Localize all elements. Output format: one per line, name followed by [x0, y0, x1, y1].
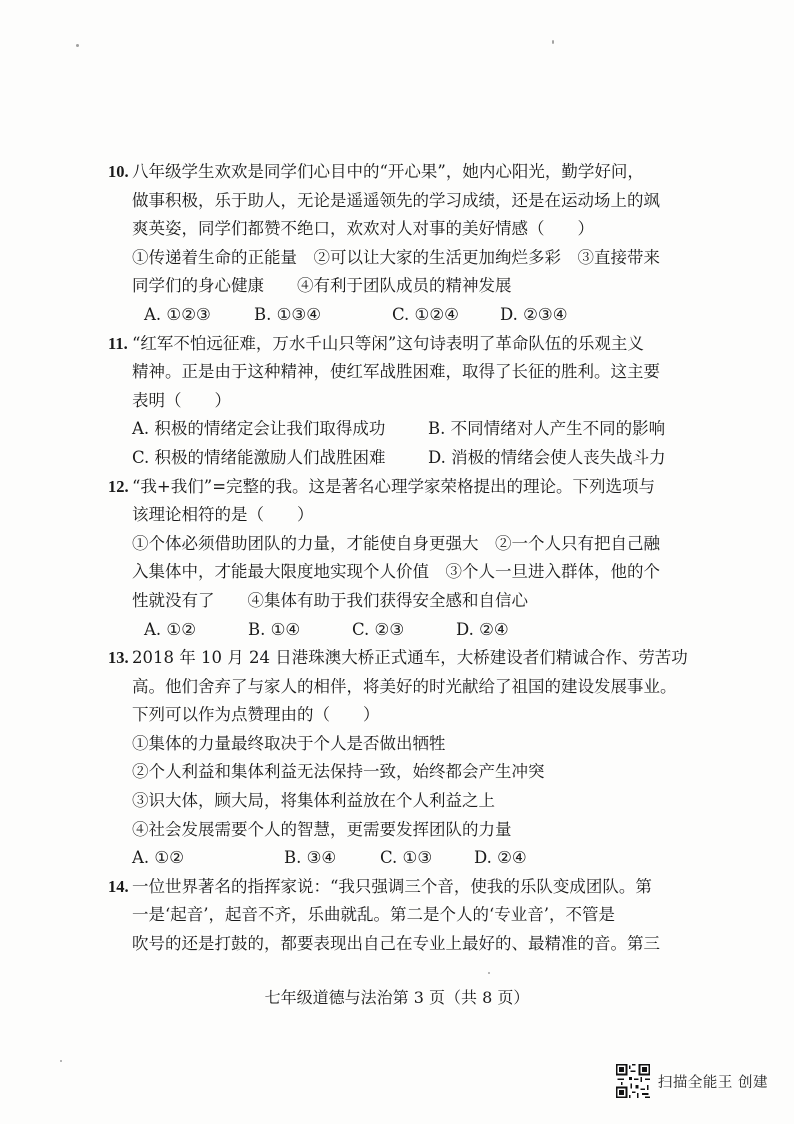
statement-list: ①传递着生命的正能量 ②可以让大家的生活更加绚烂多彩 ③直接带来: [132, 247, 660, 267]
question-10: [108, 158, 708, 330]
statement-list: 入集体中，才能最大限度地实现个人价值 ③个人一旦进入群体，他的个: [132, 562, 660, 582]
question-text: 爽英姿，同学们都赞不绝口，欢欢对人对事的美好情感（ ）: [132, 219, 594, 239]
scan-speck: [552, 40, 554, 44]
question-13: [108, 644, 708, 873]
question-text: 一是‘起音’，起音不齐，乐曲就乱。第二是个人的‘专业音’，不管是: [132, 905, 615, 925]
page-footer: 七年级道德与法治第 3 页（共 8 页）: [264, 988, 530, 1007]
option-a: A. ①②: [132, 848, 184, 868]
answer-options: [132, 844, 708, 873]
question-11: [108, 330, 708, 473]
question-number: 12.: [108, 476, 129, 496]
watermark-text: 扫描全能王 创建: [657, 1074, 768, 1091]
option-d: D. ②④: [456, 619, 509, 639]
question-number: 14.: [108, 876, 129, 896]
question-text: 下列可以作为点赞理由的（ ）: [132, 705, 380, 725]
answer-options: [132, 616, 708, 645]
question-text: 2018 年 10 月 24 日港珠澳大桥正式通车，大桥建设者们精诚合作、劳苦功: [132, 648, 688, 668]
option-d: D. 消极的情绪会使人丧失战斗力: [428, 447, 666, 467]
question-text: 八年级学生欢欢是同学们心目中的“开心果”，她内心阳光，勤学好问，: [132, 162, 644, 181]
scan-speck: [60, 1060, 62, 1062]
exam-questions: [108, 158, 708, 959]
statement-list: 性就没有了 ④集体有助于我们获得安全感和自信心: [132, 590, 528, 610]
answer-options: [132, 444, 708, 473]
option-c: C. 积极的情绪能激励人们战胜困难: [132, 447, 386, 467]
question-text: 该理论相符的是（ ）: [132, 505, 314, 525]
question-text: 表明（ ）: [132, 390, 231, 410]
statement-item: ①集体的力量最终取决于个人是否做出牺牲: [132, 733, 446, 753]
option-c: C. ①②④: [392, 304, 459, 324]
scanner-watermark: [616, 1064, 768, 1098]
option-a: A. ①②③: [144, 304, 211, 324]
question-text: 吹号的还是打鼓的，都要表现出自己在专业上最好的、最精准的音。第三: [132, 934, 660, 954]
option-a: A. ①②: [144, 619, 196, 639]
option-b: B. 不同情绪对人产生不同的影响: [428, 419, 666, 439]
question-number: 10.: [108, 162, 129, 181]
scan-speck: [488, 972, 490, 974]
question-12: [108, 473, 708, 645]
statement-item: ④社会发展需要个人的智慧，更需要发挥团队的力量: [132, 819, 512, 839]
option-b: B. ③④: [284, 848, 337, 868]
question-14: [108, 873, 708, 959]
option-a: A. 积极的情绪定会让我们取得成功: [132, 419, 386, 439]
question-text: 一位世界著名的指挥家说：“我只强调三个音，使我的乐队变成团队。第: [132, 876, 652, 896]
question-text: 做事积极，乐于助人，无论是遥遥领先的学习成绩，还是在运动场上的飒: [132, 190, 660, 210]
question-text: 精神。正是由于这种精神，使红军战胜困难，取得了长征的胜利。这主要: [132, 362, 660, 382]
question-number: 13.: [108, 648, 129, 668]
option-b: B. ①④: [248, 619, 301, 639]
question-number: 11.: [108, 333, 128, 353]
question-text: “我+我们”=完整的我。这是著名心理学家荣格提出的理论。下列选项与: [132, 476, 656, 496]
option-d: D. ②③④: [500, 304, 568, 324]
statement-list: ①个体必须借助团队的力量，才能使自身更强大 ②一个人只有把自己融: [132, 533, 660, 553]
option-d: D. ②④: [474, 848, 527, 868]
option-c: C. ①③: [380, 848, 433, 868]
statement-item: ②个人利益和集体利益无法保持一致，始终都会产生冲突: [132, 762, 545, 782]
option-c: C. ②③: [352, 619, 405, 639]
statement-list: 同学们的身心健康 ④有利于团队成员的精神发展: [132, 276, 512, 296]
statement-item: ③识大体，顾大局，将集体利益放在个人利益之上: [132, 791, 495, 811]
answer-options: [132, 301, 708, 330]
qr-code-icon: [616, 1064, 650, 1098]
scan-speck: [76, 44, 79, 47]
question-text: 高。他们舍弃了与家人的相伴，将美好的时光献给了祖国的建设发展事业。: [132, 676, 677, 696]
answer-options: [132, 415, 708, 444]
option-b: B. ①③④: [254, 304, 321, 324]
question-text: “红军不怕远征难，万水千山只等闲”这句诗表明了革命队伍的乐观主义: [132, 333, 644, 353]
